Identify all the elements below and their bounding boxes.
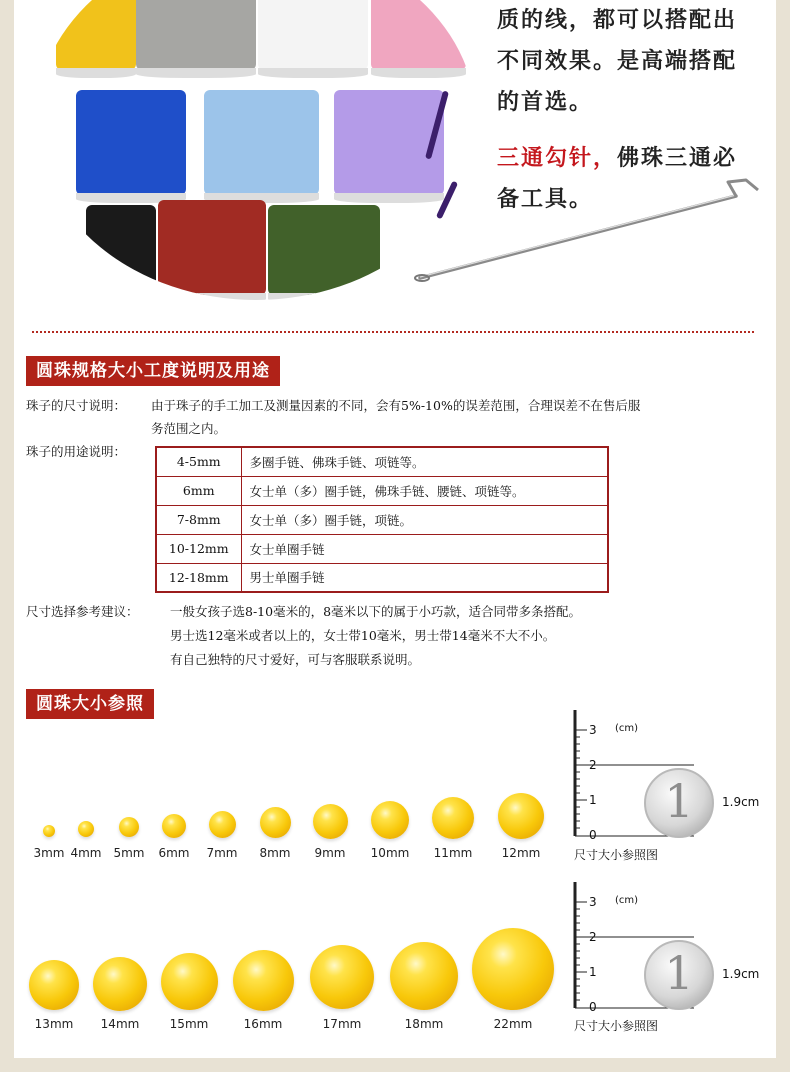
ruler-tick-2: 2	[589, 758, 597, 772]
bead-size-label: 8mm	[259, 846, 291, 860]
bead-17mm	[310, 945, 374, 1009]
bead-7mm	[209, 811, 236, 838]
table-cell-use: 女士单（多）圈手链，佛珠手链、腰链、项链等。	[241, 476, 608, 505]
promo-tool-line	[497, 138, 767, 179]
table-row	[156, 476, 608, 505]
coin-digit: 1	[664, 946, 694, 1000]
table-cell-size: 10-12mm	[156, 534, 241, 563]
bead-size-label: 6mm	[158, 846, 190, 860]
table-row	[156, 563, 608, 592]
bead-size-label: 5mm	[113, 846, 145, 860]
promo-line: 不同效果。是高端搭配	[497, 49, 738, 74]
bead-size-label: 18mm	[404, 1017, 444, 1031]
table-row	[156, 447, 608, 476]
size-note-label: 珠子的尺寸说明：	[26, 398, 127, 413]
ruler-tick-0: 0	[589, 828, 597, 842]
ruler-unit: (cm)	[615, 895, 639, 906]
bead-8mm	[260, 807, 291, 838]
bead-size-label: 13mm	[34, 1017, 74, 1031]
bead-13mm	[29, 960, 79, 1010]
bead-4mm	[78, 821, 94, 837]
ruler-tick-1: 1	[589, 965, 597, 979]
size-note-text: 务范围之内。	[151, 421, 227, 436]
bead-18mm	[390, 942, 458, 1010]
bead-3mm	[43, 825, 55, 837]
coin-digit: 1	[664, 774, 694, 828]
bead-14mm	[93, 957, 147, 1011]
bead-size-label: 7mm	[206, 846, 238, 860]
table-cell-size: 12-18mm	[156, 563, 241, 592]
table-row	[156, 534, 608, 563]
ruler-tick-3: 3	[589, 723, 597, 737]
section-title-specs: 圆珠规格大小工度说明及用途	[26, 356, 280, 386]
table-cell-use: 女士单圈手链	[241, 534, 608, 563]
bead-9mm	[313, 804, 348, 839]
bead-10mm	[371, 801, 409, 839]
bead-5mm	[119, 817, 139, 837]
bead-11mm	[432, 797, 474, 839]
section-title-bead-sizes: 圆珠大小参照	[26, 689, 154, 719]
bead-size-label: 22mm	[493, 1017, 533, 1031]
coin-size-label: 1.9cm	[722, 795, 760, 809]
usage-label: 珠子的用途说明：	[26, 444, 127, 459]
bead-16mm	[233, 950, 294, 1011]
table-cell-use: 男士单圈手链	[241, 563, 608, 592]
table-cell-use: 女士单（多）圈手链，项链。	[241, 505, 608, 534]
bead-6mm	[162, 814, 186, 838]
product-detail-page	[14, 0, 776, 1058]
bead-12mm	[498, 793, 544, 839]
coin-image	[644, 768, 714, 838]
coin-image	[644, 940, 714, 1010]
bead-size-label: 15mm	[169, 1017, 209, 1031]
advice-label: 尺寸选择参考建议：	[26, 604, 139, 619]
ruler-caption: 尺寸大小参照图	[574, 848, 659, 862]
promo-tool-text: 佛珠三通必	[617, 146, 738, 171]
crochet-needle-image	[406, 178, 766, 288]
table-row	[156, 505, 608, 534]
bead-size-label: 4mm	[70, 846, 102, 860]
promo-tool-highlight: 三通勾针，	[497, 146, 618, 171]
coin-size-label: 1.9cm	[722, 967, 760, 981]
advice-text: 有自己独特的尺寸爱好，可与客服联系说明。	[170, 652, 421, 667]
table-cell-size: 6mm	[156, 476, 241, 505]
promo-line: 备工具。	[497, 187, 594, 212]
table-cell-size: 4-5mm	[156, 447, 241, 476]
ruler-caption: 尺寸大小参照图	[574, 1019, 659, 1033]
promo-line: 质的线，都可以搭配出	[497, 8, 738, 33]
advice-text: 一般女孩子选8-10毫米的，8毫米以下的属于小巧款，适合同带多条搭配。	[170, 604, 582, 619]
ruler-unit: (cm)	[615, 723, 639, 734]
bead-15mm	[161, 953, 218, 1010]
ruler-tick-2: 2	[589, 930, 597, 944]
section-divider	[32, 331, 754, 333]
promo-line: 的首选。	[497, 90, 594, 115]
ruler-tick-1: 1	[589, 793, 597, 807]
bead-usage-table	[155, 446, 609, 593]
bead-size-label: 12mm	[501, 846, 541, 860]
bead-size-label: 3mm	[33, 846, 65, 860]
table-cell-use: 多圈手链、佛珠手链、项链等。	[241, 447, 608, 476]
bead-size-label: 17mm	[322, 1017, 362, 1031]
bead-size-label: 10mm	[370, 846, 410, 860]
bead-size-label: 9mm	[314, 846, 346, 860]
advice-text: 男士选12毫米或者以上的，女士带10毫米，男士带14毫米不大不小。	[170, 628, 556, 643]
table-cell-size: 7-8mm	[156, 505, 241, 534]
bead-size-label: 16mm	[243, 1017, 283, 1031]
bead-size-label: 14mm	[100, 1017, 140, 1031]
ruler-tick-0: 0	[589, 1000, 597, 1014]
bead-22mm	[472, 928, 554, 1010]
bead-size-label: 11mm	[433, 846, 473, 860]
size-note-text: 由于珠子的手工加工及测量因素的不同，会有5%-10%的误差范围，合理误差不在售后服	[151, 398, 641, 413]
ruler-tick-3: 3	[589, 895, 597, 909]
